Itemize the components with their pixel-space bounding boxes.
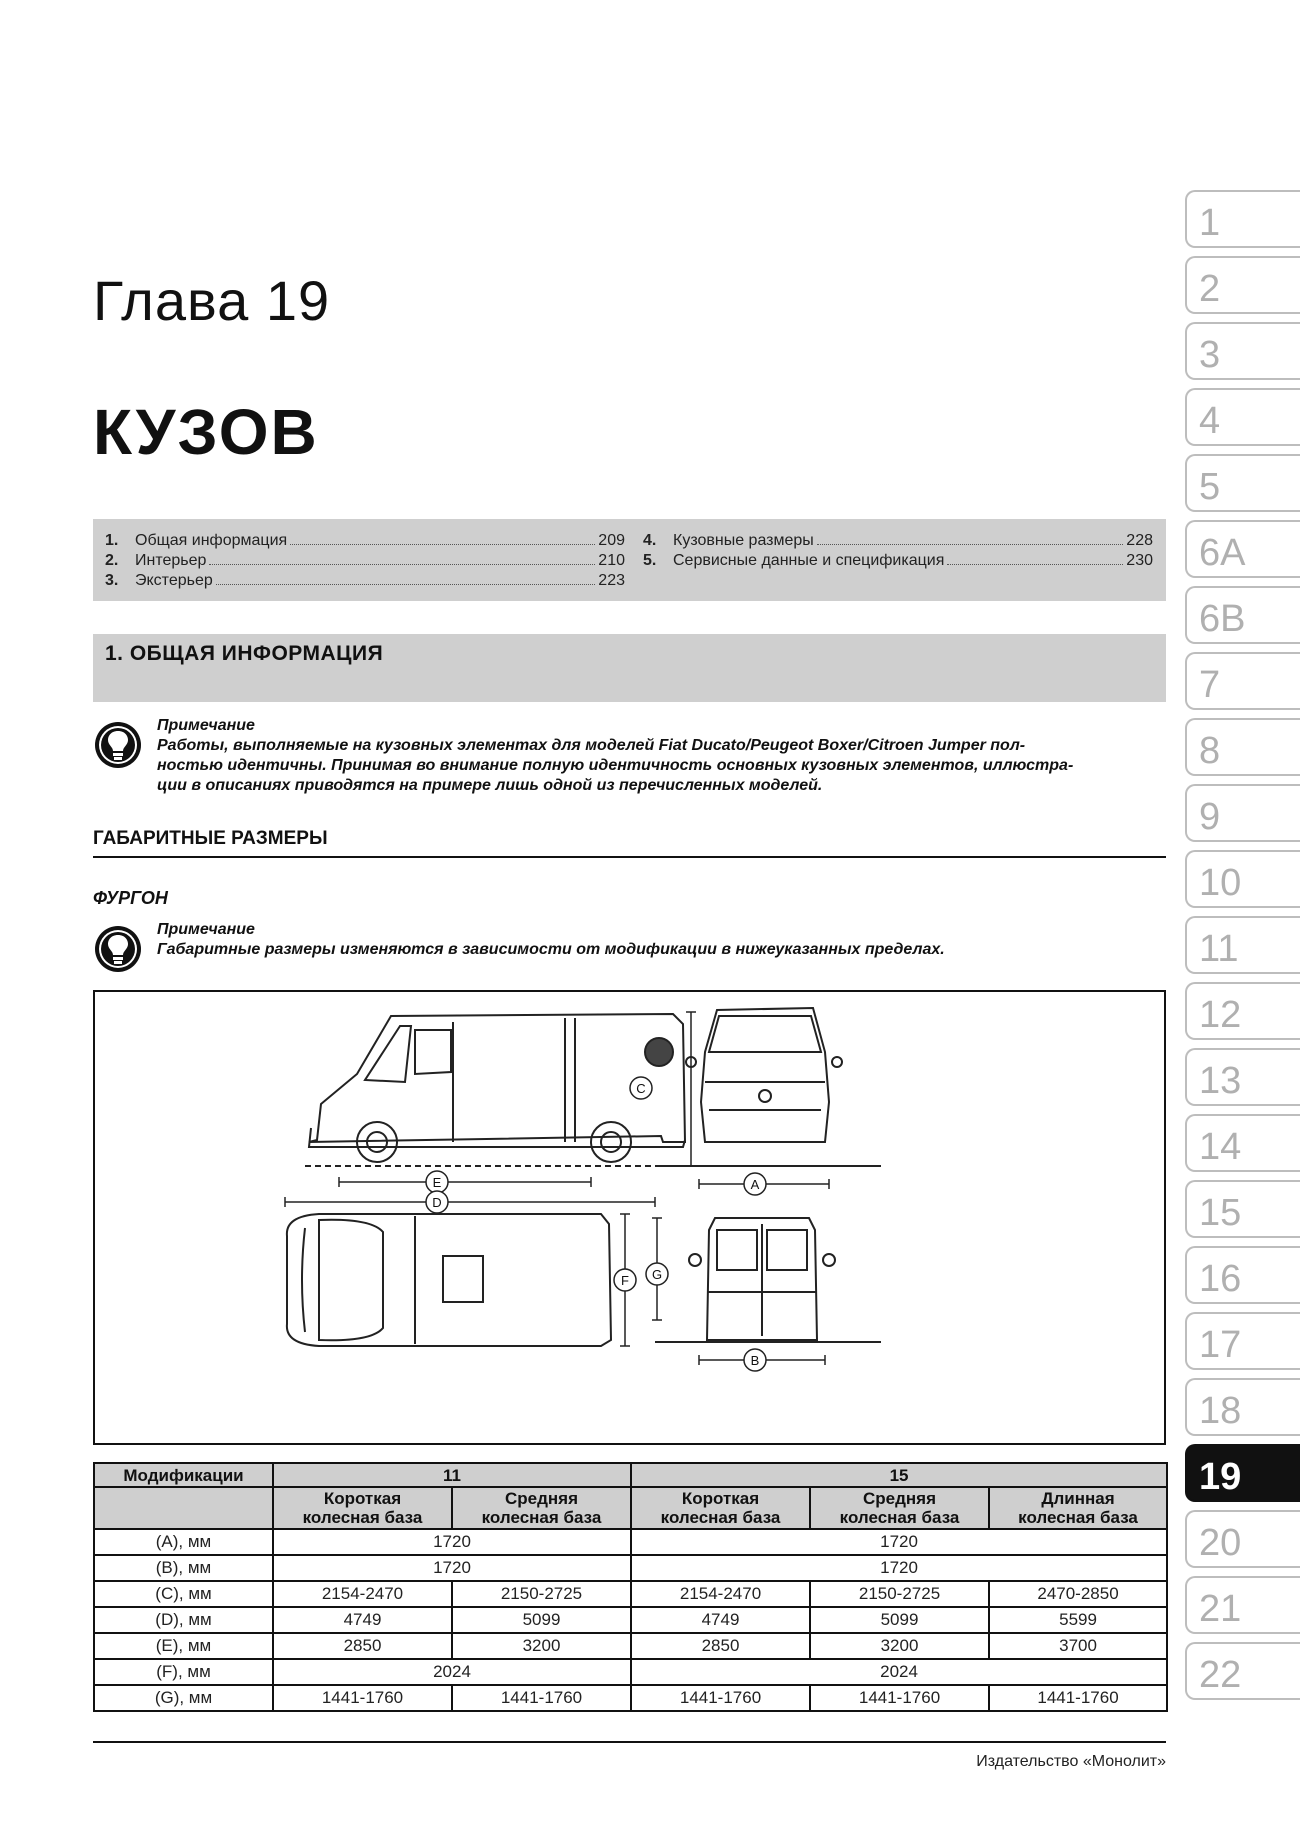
table-cell: 5099 <box>452 1607 631 1633</box>
chapter-tab[interactable] <box>1185 1510 1300 1568</box>
table-cell: 4749 <box>273 1607 452 1633</box>
leader-dots <box>290 544 595 545</box>
leader-dots <box>216 584 596 585</box>
table-row <box>94 1529 1167 1555</box>
chapter-tab[interactable] <box>1185 1114 1300 1172</box>
table-row <box>94 1633 1167 1659</box>
table-cell: 2150-2725 <box>810 1581 989 1607</box>
leader-dots <box>947 564 1123 565</box>
chapter-tab[interactable] <box>1185 1576 1300 1634</box>
chapter-tab-active[interactable] <box>1185 1444 1300 1502</box>
van-side-view <box>309 1014 685 1162</box>
chapter-tab-label: 11 <box>1199 928 1239 970</box>
dimension-label-c: C <box>636 1081 646 1096</box>
chapter-tab-label: 3 <box>1199 334 1221 376</box>
chapter-tab[interactable] <box>1185 1642 1300 1700</box>
header-line: колесная база <box>1018 1508 1138 1527</box>
chapter-contents <box>93 519 1166 601</box>
chapter-tab[interactable] <box>1185 652 1300 710</box>
chapter-tab-label: 1 <box>1199 202 1221 244</box>
chapter-tab-label: 9 <box>1199 796 1221 838</box>
chapter-tab[interactable] <box>1185 1378 1300 1436</box>
variant-heading: ФУРГОН <box>93 888 168 908</box>
dimension-label-d: D <box>432 1195 442 1210</box>
table-cell: 2154-2470 <box>273 1581 452 1607</box>
column-header-wheelbase <box>452 1487 631 1529</box>
table-cell: 3200 <box>810 1633 989 1659</box>
chapter-tab-label: 20 <box>1199 1522 1242 1564</box>
contents-item[interactable] <box>643 551 1153 571</box>
column-header-group: 11 <box>273 1463 631 1487</box>
contents-item-page: 230 <box>1126 552 1153 569</box>
note-line: Работы, выполняемые на кузовных элементах для моделей Fiat Ducato/Peugeot Boxer/Citroen Jumper пол- <box>157 737 1026 754</box>
chapter-tab[interactable] <box>1185 916 1300 974</box>
section-header <box>93 634 1166 702</box>
header-line: колесная база <box>481 1508 602 1527</box>
table-cell: 1441-1760 <box>452 1685 631 1711</box>
contents-column-left <box>105 531 625 591</box>
contents-item-number: 4. <box>643 532 657 549</box>
note-line: Габаритные размеры изменяются в зависимости от модификации в нижеуказанных пределах. <box>157 941 945 958</box>
lightbulb-icon <box>93 720 143 770</box>
table-cell: 2150-2725 <box>452 1581 631 1607</box>
chapter-tab[interactable] <box>1185 454 1300 512</box>
column-header-modification: Модификации <box>94 1463 273 1487</box>
row-label: (E), мм <box>94 1633 273 1659</box>
chapter-tab-label: 2 <box>1199 268 1221 310</box>
column-header-wheelbase <box>631 1487 810 1529</box>
header-line: Короткая <box>681 1489 760 1508</box>
dimension-label-e: E <box>432 1175 442 1190</box>
contents-column-right <box>643 531 1153 571</box>
table-row <box>94 1607 1167 1633</box>
row-label: (B), мм <box>94 1555 273 1581</box>
chapter-tab-label: 18 <box>1199 1390 1242 1432</box>
chapter-tab-label: 7 <box>1199 664 1221 706</box>
chapter-tab-label: 17 <box>1199 1324 1242 1366</box>
row-label: (C), мм <box>94 1581 273 1607</box>
table-cell: 1441-1760 <box>810 1685 989 1711</box>
contents-item-title: Экстерьер <box>135 572 213 589</box>
table-cell: 2154-2470 <box>631 1581 810 1607</box>
column-header-wheelbase <box>989 1487 1167 1529</box>
leader-dots <box>817 544 1123 545</box>
note-heading: Примечание <box>157 921 255 938</box>
lightbulb-icon <box>93 924 143 974</box>
chapter-tab-label: 19 <box>1199 1456 1242 1498</box>
chapter-tab[interactable] <box>1185 388 1300 446</box>
dimension-drawings <box>93 990 1166 1445</box>
contents-item-page: 209 <box>598 532 625 549</box>
van-rear-view <box>689 1218 835 1340</box>
contents-item-title: Сервисные данные и спецификация <box>673 552 945 569</box>
contents-item-page: 228 <box>1126 532 1153 549</box>
note-box <box>93 716 1166 794</box>
chapter-title: КУЗОВ <box>93 396 319 468</box>
chapter-tab-label: 5 <box>1199 466 1221 508</box>
table-cell: 1441-1760 <box>989 1685 1167 1711</box>
van-top-view <box>287 1214 611 1346</box>
van-dimension-drawing <box>95 992 1164 1443</box>
chapter-tab[interactable] <box>1185 190 1300 248</box>
header-line: Средняя <box>505 1489 579 1508</box>
table-cell: 3200 <box>452 1633 631 1659</box>
note-heading: Примечание <box>157 717 255 734</box>
table-row <box>94 1659 1167 1685</box>
chapter-tab[interactable] <box>1185 850 1300 908</box>
chapter-tab-label: 21 <box>1199 1588 1242 1630</box>
table-row <box>94 1555 1167 1581</box>
chapter-tab-label: 22 <box>1199 1654 1242 1696</box>
table-row <box>94 1685 1167 1711</box>
note-line: ностью идентичны. Принимая во внимание полную идентичность основных кузовных элементов, иллюстра- <box>157 757 1074 774</box>
note-text <box>157 716 1166 796</box>
table-cell: 1720 <box>631 1529 1167 1555</box>
row-label: (D), мм <box>94 1607 273 1633</box>
chapter-tab-label: 8 <box>1199 730 1221 772</box>
chapter-tab[interactable] <box>1185 256 1300 314</box>
chapter-tab-label: 6B <box>1199 598 1246 640</box>
chapter-tab-label: 4 <box>1199 400 1221 442</box>
dimension-label-g: G <box>651 1267 663 1282</box>
header-line: Короткая <box>323 1489 402 1508</box>
header-line: колесная база <box>302 1508 423 1527</box>
header-line: Средняя <box>863 1489 937 1508</box>
contents-item[interactable] <box>105 531 625 551</box>
table-cell: 2024 <box>273 1659 631 1685</box>
van-front-view <box>686 1008 842 1142</box>
chapter-tab[interactable] <box>1185 1312 1300 1370</box>
table-cell: 4749 <box>631 1607 810 1633</box>
column-header-group: 15 <box>631 1463 1167 1487</box>
contents-item-page: 210 <box>598 552 625 569</box>
publisher-name: Издательство «Монолит» <box>976 1753 1166 1770</box>
dimensions-table <box>93 1462 1168 1712</box>
header-line: колесная база <box>839 1508 960 1527</box>
chapter-tab-label: 12 <box>1199 994 1242 1036</box>
chapter-tab-label: 14 <box>1199 1126 1242 1168</box>
table-cell: 2470-2850 <box>989 1581 1167 1607</box>
subsection-heading: ГАБАРИТНЫЕ РАЗМЕРЫ <box>93 828 1166 858</box>
chapter-tab[interactable] <box>1185 982 1300 1040</box>
contents-item-title: Интерьер <box>135 552 207 569</box>
chapter-tab-label: 16 <box>1199 1258 1242 1300</box>
contents-item-title: Кузовные размеры <box>673 532 814 549</box>
dimension-label-b: B <box>750 1353 760 1368</box>
dimension-label-a: A <box>750 1177 760 1192</box>
table-cell: 1441-1760 <box>273 1685 452 1711</box>
column-header-blank <box>94 1487 273 1529</box>
contents-item[interactable] <box>643 531 1153 551</box>
contents-item-page: 223 <box>598 572 625 589</box>
row-label: (A), мм <box>94 1529 273 1555</box>
table-cell: 5599 <box>989 1607 1167 1633</box>
chapter-tab[interactable] <box>1185 718 1300 776</box>
chapter-tab[interactable] <box>1185 520 1300 578</box>
contents-item-number: 5. <box>643 552 657 569</box>
contents-item-number: 1. <box>105 532 119 549</box>
table-cell: 5099 <box>810 1607 989 1633</box>
column-header-wheelbase <box>810 1487 989 1529</box>
table-cell: 1720 <box>631 1555 1167 1581</box>
chapter-tab-label: 10 <box>1199 862 1242 904</box>
column-header-wheelbase <box>273 1487 452 1529</box>
table-cell: 2024 <box>631 1659 1167 1685</box>
chapter-tab-label: 13 <box>1199 1060 1242 1102</box>
contents-item-number: 3. <box>105 572 119 589</box>
chapter-tab[interactable] <box>1185 322 1300 380</box>
footer-divider <box>93 1741 1166 1743</box>
chapter-tab-label: 6A <box>1199 532 1246 574</box>
note-text <box>157 920 1166 960</box>
chapter-tab[interactable] <box>1185 784 1300 842</box>
table-cell: 1720 <box>273 1555 631 1581</box>
chapter-label: Глава 19 <box>93 269 331 332</box>
chapter-tab[interactable] <box>1185 586 1300 644</box>
dimension-label-f: F <box>621 1273 629 1288</box>
chapter-tab[interactable] <box>1185 1180 1300 1238</box>
header-line: колесная база <box>660 1508 781 1527</box>
table-cell: 1441-1760 <box>631 1685 810 1711</box>
note-box <box>93 920 1166 976</box>
contents-item-number: 2. <box>105 552 119 569</box>
contents-item[interactable] <box>105 571 625 591</box>
contents-item[interactable] <box>105 551 625 571</box>
chapter-tab[interactable] <box>1185 1048 1300 1106</box>
leader-dots <box>209 564 595 565</box>
table-cell: 2850 <box>631 1633 810 1659</box>
note-line: ции в описаниях приводятся на примере лишь одной из перечисленных моделей. <box>157 777 823 794</box>
table-cell: 1720 <box>273 1529 631 1555</box>
contents-item-title: Общая информация <box>135 532 288 549</box>
section-title: 1. ОБЩАЯ ИНФОРМАЦИЯ <box>105 642 384 665</box>
chapter-tab-label: 15 <box>1199 1192 1242 1234</box>
table-row <box>94 1581 1167 1607</box>
table-cell: 2850 <box>273 1633 452 1659</box>
table-cell: 3700 <box>989 1633 1167 1659</box>
chapter-tab[interactable] <box>1185 1246 1300 1304</box>
header-line: Длинная <box>1041 1489 1115 1508</box>
row-label: (F), мм <box>94 1659 273 1685</box>
row-label: (G), мм <box>94 1685 273 1711</box>
